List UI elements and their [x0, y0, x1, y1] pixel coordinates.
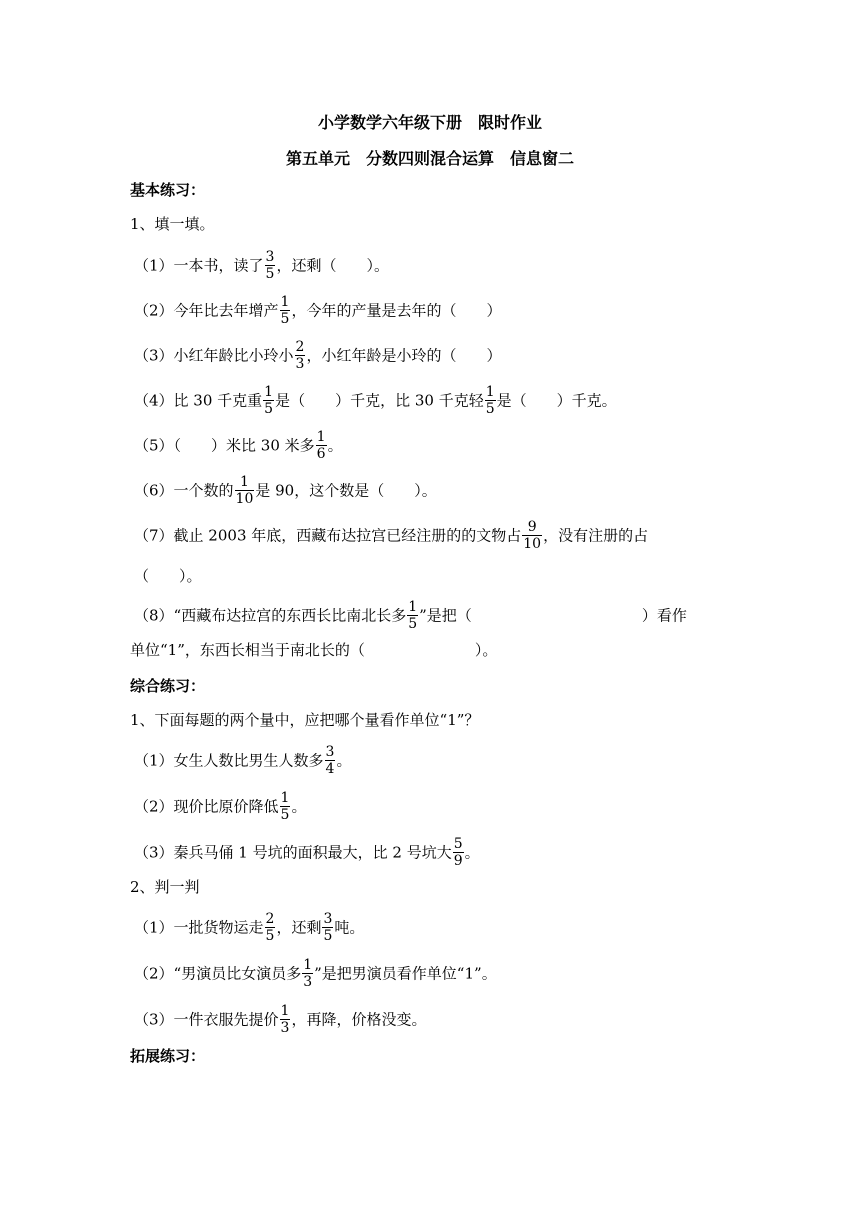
basic-item-7: （7）截止 2003 年底，西藏布达拉宫已经注册的的文物占 $\frac{9}{10}$ ，没有注册的占 [134, 519, 649, 552]
page-title: 小学数学六年级下册 限时作业 [317, 113, 542, 132]
basic-item-2: （2）今年比去年增产 $\frac{1}{5}$ ，今年的产量是去年的（ ） [134, 294, 502, 327]
fraction: $\frac{1}{3}$ [280, 1003, 290, 1036]
judge-item-3: （3）一件衣服先提价 $\frac{1}{3}$ ，再降，价格没变。 [134, 1003, 427, 1036]
judge-item-2: （2）“男演员比女演员多 $\frac{1}{3}$ ”是把男演员看作单位“1”。 [134, 957, 497, 990]
comprehensive-q2: 2、判一判 [130, 878, 200, 896]
basic-item-8-cont: 单位“1”，东西长相当于南北长的（ ）。 [130, 641, 498, 659]
basic-item-1: （1）一本书，读了 $\frac{3}{5}$ ，还剩（ ）。 [134, 249, 389, 282]
basic-item-3: （3）小红年龄比小玲小 $\frac{2}{3}$ ，小红年龄是小玲的（ ） [134, 339, 502, 372]
comprehensive-item-3: （3）秦兵马俑 1 号坑的面积最大，比 2 号坑大 $\frac{5}{9}$ 。 [134, 836, 480, 869]
fraction: $\frac{2}{3}$ [295, 339, 305, 372]
comprehensive-item-2: （2）现价比原价降低 $\frac{1}{5}$ 。 [134, 790, 307, 823]
fraction: $\frac{2}{5}$ [265, 911, 275, 944]
comprehensive-heading: 综合练习： [130, 677, 206, 695]
basic-q1: 1、填一填。 [130, 215, 215, 233]
basic-item-8: （8）“西藏布达拉宫的东西长比南北长多 $\frac{1}{5}$ ”是把（ ）看作 [134, 599, 687, 632]
fraction: $\frac{9}{10}$ [523, 519, 542, 552]
judge-item-1: （1）一批货物运走 $\frac{2}{5}$ ，还剩 $\frac{3}{5}$ 吨。 [134, 911, 365, 944]
fraction: $\frac{1}{5}$ [280, 294, 290, 327]
fraction: $\frac{1}{5}$ [280, 790, 290, 823]
basic-item-5: （5）（ ）米比 30 米多 $\frac{1}{6}$ 。 [134, 429, 343, 462]
fraction: $\frac{1}{5}$ [264, 384, 274, 417]
page-subtitle: 第五单元 分数四则混合运算 信息窗二 [285, 149, 574, 168]
fraction: $\frac{1}{10}$ [235, 474, 254, 507]
basic-item-7-cont: （ ）。 [134, 567, 202, 585]
basic-item-4: （4）比 30 千克重 $\frac{1}{5}$ 是（ ）千克，比 30 千克轻 $\frac{1}{5}$ 是（ ）千克。 [134, 384, 617, 417]
fraction: $\frac{3}{4}$ [325, 744, 335, 777]
fraction: $\frac{3}{5}$ [323, 911, 333, 944]
fraction: $\frac{1}{5}$ [408, 599, 418, 632]
fraction: $\frac{1}{5}$ [485, 384, 495, 417]
fraction: $\frac{1}{3}$ [303, 957, 313, 990]
comprehensive-q1: 1、下面每题的两个量中，应把哪个量看作单位“1”？ [130, 711, 480, 729]
basic-item-6: （6）一个数的 $\frac{1}{10}$ 是 90，这个数是（ ）。 [134, 474, 437, 507]
fraction: $\frac{1}{6}$ [316, 429, 326, 462]
extension-heading: 拓展练习： [130, 1047, 206, 1065]
comprehensive-item-1: （1）女生人数比男生人数多 $\frac{3}{4}$ 。 [134, 744, 352, 777]
fraction: $\frac{3}{5}$ [265, 249, 275, 282]
fraction: $\frac{5}{9}$ [453, 836, 463, 869]
basic-heading: 基本练习： [130, 181, 206, 199]
